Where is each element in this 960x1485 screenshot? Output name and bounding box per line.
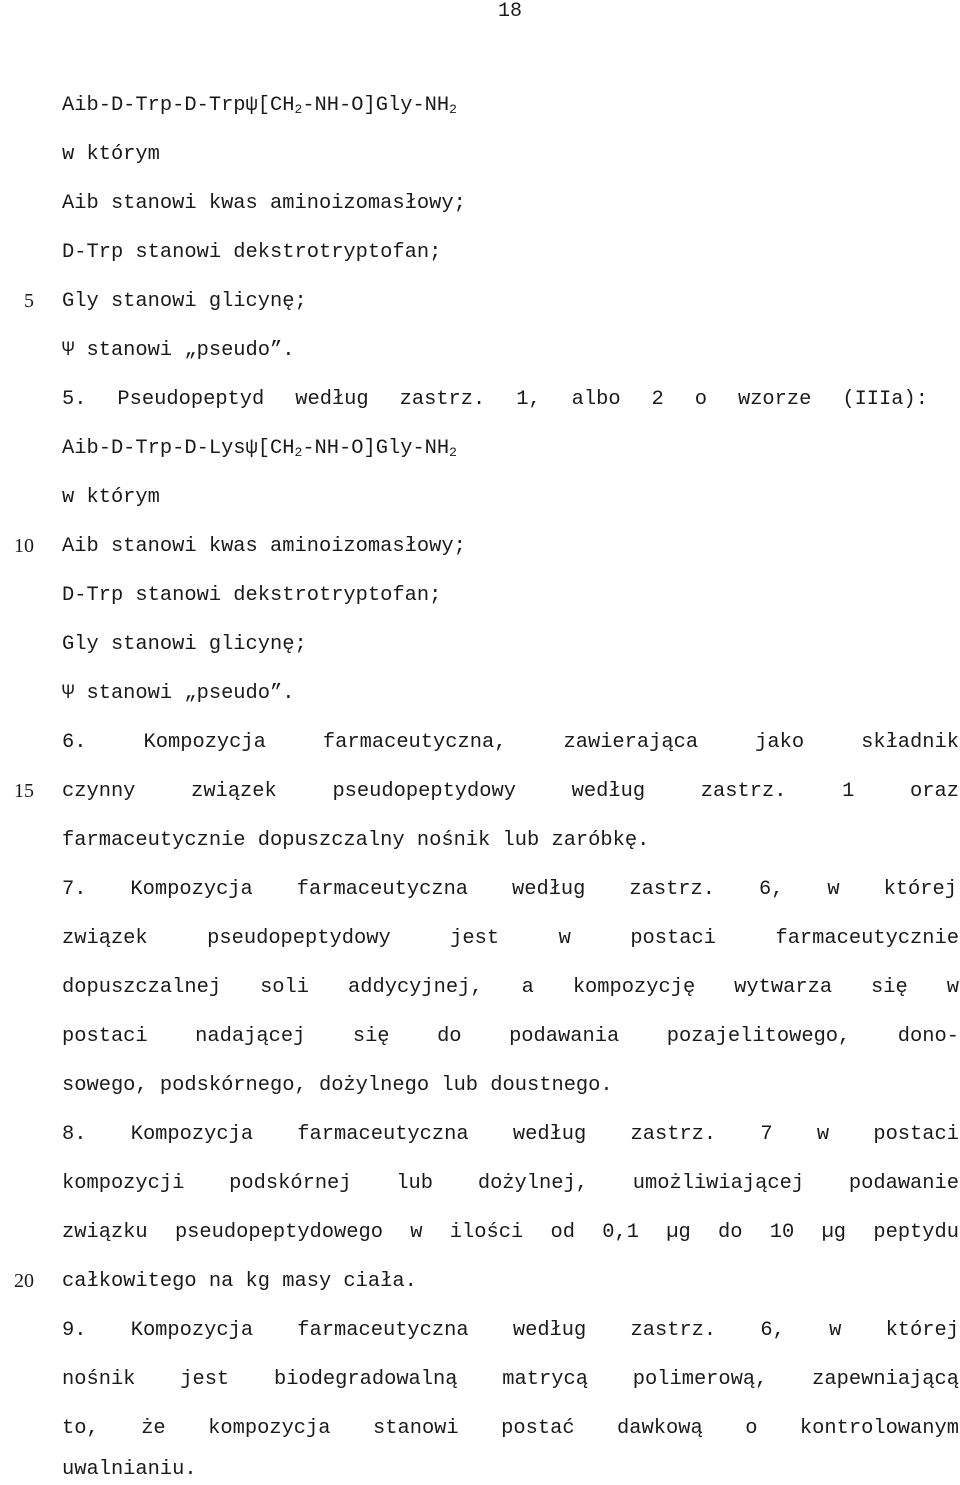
page-number: 18 — [497, 0, 522, 23]
text-line: to, że kompozycja stanowi postać dawkową o kontrolowanym — [62, 1417, 959, 1440]
claim-8-heading: 8. Kompozycja farmaceutyczna według zastrz. 7 w postaci — [62, 1123, 959, 1146]
formula-main: -NH-O]Gly-NH — [302, 94, 450, 117]
text-line: Aib stanowi kwas aminoizomasłowy; — [62, 535, 466, 558]
claim-7-heading: 7. Kompozycja farmaceutyczna według zastrz. 6, w której — [62, 878, 957, 901]
claim-6-heading: 6. Kompozycja farmaceutyczna, zawierająca jako składnik — [62, 731, 959, 754]
text-line: D-Trp stanowi dekstrotryptofan; — [62, 584, 442, 607]
text-line: kompozycji podskórnej lub dożylnej, umożliwiającej podawanie — [62, 1172, 959, 1195]
text-line: farmaceutycznie dopuszczalny nośnik lub zaróbkę. — [62, 829, 650, 852]
text-line: Ψ stanowi „pseudo”. — [62, 682, 295, 705]
formula-line — [62, 434, 457, 464]
text-line: postaci nadającej się do podawania pozajelitowego, dono- — [62, 1025, 959, 1048]
formula-subscript: 2 — [449, 445, 457, 460]
line-number-20: 20 — [14, 1270, 34, 1292]
formula-line — [62, 91, 457, 121]
text-line: Ψ stanowi „pseudo”. — [62, 339, 295, 362]
claim-5-heading: 5. Pseudopeptyd według zastrz. 1, albo 2 o wzorze (IIIa): — [62, 388, 928, 411]
text-line: Gly stanowi glicynę; — [62, 290, 307, 313]
text-line: w którym — [62, 143, 160, 166]
claim-9-heading: 9. Kompozycja farmaceutyczna według zastrz. 6, w której — [62, 1319, 959, 1342]
text-line: uwalnianiu. — [62, 1458, 197, 1481]
formula-main: Aib-D-Trp-D-Lysψ[CH — [62, 437, 295, 460]
text-line: czynny związek pseudopeptydowy według zastrz. 1 oraz — [62, 780, 959, 803]
formula-main: -NH-O]Gly-NH — [302, 437, 450, 460]
formula-subscript: 2 — [294, 445, 303, 460]
text-line: Gly stanowi glicynę; — [62, 633, 307, 656]
text-line: nośnik jest biodegradowalną matrycą polimerową, zapewniającą — [62, 1368, 959, 1391]
text-line: w którym — [62, 486, 160, 509]
formula-subscript: 2 — [449, 102, 457, 117]
formula-subscript: 2 — [294, 102, 303, 117]
text-line: Aib stanowi kwas aminoizomasłowy; — [62, 192, 466, 215]
formula-main: Aib-D-Trp-D-Trpψ[CH — [62, 94, 295, 117]
text-line: sowego, podskórnego, dożylnego lub doustnego. — [62, 1074, 613, 1097]
line-number-5: 5 — [24, 290, 34, 312]
text-line: dopuszczalnej soli addycyjnej, a kompozycję wytwarza się w — [62, 976, 959, 999]
text-line: związku pseudopeptydowego w ilości od 0,1 µg do 10 µg peptydu — [62, 1221, 959, 1244]
line-number-15: 15 — [14, 780, 34, 802]
text-line: D-Trp stanowi dekstrotryptofan; — [62, 241, 442, 264]
text-line: całkowitego na kg masy ciała. — [62, 1270, 417, 1293]
text-line: związek pseudopeptydowy jest w postaci farmaceutycznie — [62, 927, 959, 950]
line-number-10: 10 — [14, 535, 34, 557]
